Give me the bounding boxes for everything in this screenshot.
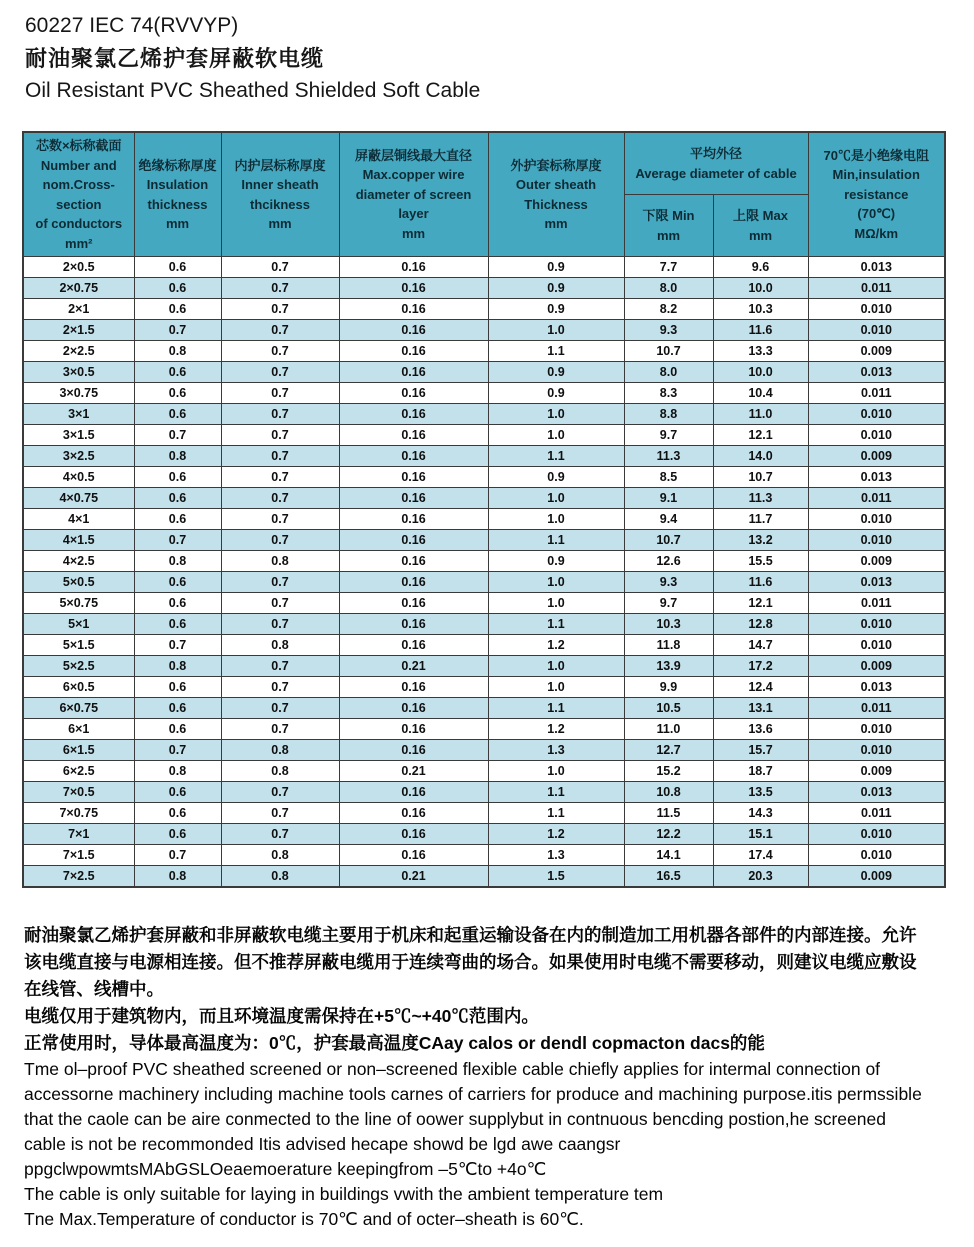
table-cell: 0.9 — [488, 383, 624, 404]
table-cell: 0.7 — [221, 320, 339, 341]
table-cell: 3×0.5 — [23, 362, 134, 383]
table-cell: 0.010 — [808, 719, 945, 740]
table-row — [23, 257, 945, 278]
table-row — [23, 593, 945, 614]
table-row — [23, 614, 945, 635]
table-cell: 0.6 — [134, 299, 221, 320]
table-cell: 5×1 — [23, 614, 134, 635]
table-row — [23, 551, 945, 572]
table-cell: 0.010 — [808, 740, 945, 761]
table-row — [23, 320, 945, 341]
table-cell: 12.8 — [713, 614, 808, 635]
table-cell: 4×2.5 — [23, 551, 134, 572]
table-cell: 13.6 — [713, 719, 808, 740]
table-cell: 0.16 — [339, 425, 488, 446]
table-cell: 0.16 — [339, 614, 488, 635]
table-cell: 1.3 — [488, 740, 624, 761]
table-cell: 0.011 — [808, 383, 945, 404]
table-cell: 0.011 — [808, 488, 945, 509]
table-cell: 0.16 — [339, 845, 488, 866]
table-cell: 0.8 — [134, 761, 221, 782]
table-cell: 15.5 — [713, 551, 808, 572]
table-cell: 0.011 — [808, 803, 945, 824]
table-cell: 10.0 — [713, 278, 808, 299]
table-row — [23, 404, 945, 425]
table-cell: 15.1 — [713, 824, 808, 845]
table-cell: 8.2 — [624, 299, 713, 320]
table-cell: 0.013 — [808, 257, 945, 278]
table-cell: 6×0.5 — [23, 677, 134, 698]
table-cell: 1.1 — [488, 698, 624, 719]
table-cell: 0.16 — [339, 404, 488, 425]
table-cell: 0.010 — [808, 404, 945, 425]
table-cell: 12.1 — [713, 593, 808, 614]
header-inner-sheath-thickness: 内护层标称厚度 Inner sheath thcikness mm — [221, 132, 339, 257]
table-cell: 0.16 — [339, 488, 488, 509]
table-cell: 0.16 — [339, 383, 488, 404]
table-cell: 7×1.5 — [23, 845, 134, 866]
table-cell: 0.6 — [134, 488, 221, 509]
table-cell: 0.7 — [221, 425, 339, 446]
table-cell: 8.3 — [624, 383, 713, 404]
table-cell: 3×0.75 — [23, 383, 134, 404]
table-cell: 0.8 — [221, 866, 339, 888]
table-cell: 11.6 — [713, 572, 808, 593]
table-cell: 0.7 — [134, 530, 221, 551]
table-row — [23, 698, 945, 719]
spec-table-header — [23, 132, 945, 257]
table-cell: 1.1 — [488, 530, 624, 551]
table-cell: 10.5 — [624, 698, 713, 719]
table-cell: 15.2 — [624, 761, 713, 782]
table-row — [23, 446, 945, 467]
table-cell: 10.0 — [713, 362, 808, 383]
table-cell: 10.3 — [713, 299, 808, 320]
table-cell: 1.0 — [488, 488, 624, 509]
table-cell: 0.8 — [134, 866, 221, 888]
table-cell: 0.013 — [808, 677, 945, 698]
table-cell: 0.8 — [221, 740, 339, 761]
table-row — [23, 341, 945, 362]
table-cell: 0.16 — [339, 593, 488, 614]
table-cell: 0.013 — [808, 362, 945, 383]
product-name-en: Oil Resistant PVC Sheathed Shielded Soft Cable — [25, 79, 481, 102]
note-en-line: Tme ol–proof PVC sheathed screened or non–screened flexible cable chiefly applies for intermal connection of — [24, 1059, 881, 1079]
table-cell: 0.010 — [808, 425, 945, 446]
table-cell: 17.2 — [713, 656, 808, 677]
table-cell: 14.1 — [624, 845, 713, 866]
table-cell: 0.7 — [221, 593, 339, 614]
table-cell: 0.009 — [808, 446, 945, 467]
table-cell: 13.5 — [713, 782, 808, 803]
table-cell: 0.011 — [808, 698, 945, 719]
table-cell: 0.7 — [221, 803, 339, 824]
table-cell: 11.0 — [624, 719, 713, 740]
table-cell: 0.7 — [134, 845, 221, 866]
table-cell: 8.5 — [624, 467, 713, 488]
table-cell: 0.010 — [808, 530, 945, 551]
table-cell: 0.7 — [221, 572, 339, 593]
table-cell: 11.3 — [713, 488, 808, 509]
table-cell: 0.7 — [221, 383, 339, 404]
table-cell: 6×0.75 — [23, 698, 134, 719]
spec-table — [22, 131, 946, 888]
table-cell: 0.7 — [221, 656, 339, 677]
table-cell: 5×2.5 — [23, 656, 134, 677]
table-cell: 0.16 — [339, 530, 488, 551]
header-min-insulation-resistance: 70℃是小绝缘电阻 Min,insulation resistance (70℃) MΩ/km — [808, 132, 945, 257]
table-cell: 1.0 — [488, 656, 624, 677]
table-cell: 0.7 — [221, 509, 339, 530]
table-row — [23, 278, 945, 299]
table-cell: 0.16 — [339, 362, 488, 383]
table-cell: 1.1 — [488, 782, 624, 803]
table-cell: 0.8 — [134, 656, 221, 677]
note-en-line: Tne Max.Temperature of conductor is 70℃ and of octer–sheath is 60℃. — [24, 1209, 584, 1229]
table-cell: 0.7 — [221, 719, 339, 740]
table-row — [23, 488, 945, 509]
table-cell: 5×0.5 — [23, 572, 134, 593]
table-cell: 16.5 — [624, 866, 713, 888]
table-cell: 2×1 — [23, 299, 134, 320]
table-cell: 1.2 — [488, 635, 624, 656]
note-en-line: The cable is only suitable for laying in buildings vwith the ambient temperature tem — [24, 1184, 664, 1204]
table-cell: 0.013 — [808, 782, 945, 803]
table-row — [23, 635, 945, 656]
note-en-line: accessorne machinery including machine tools carnes of carriers for produce and machining purpose.itis permssible — [24, 1084, 922, 1104]
table-cell: 0.7 — [134, 740, 221, 761]
table-cell: 0.011 — [808, 593, 945, 614]
table-cell: 0.6 — [134, 383, 221, 404]
table-cell: 0.7 — [221, 698, 339, 719]
table-cell: 7×2.5 — [23, 866, 134, 888]
table-cell: 11.0 — [713, 404, 808, 425]
table-cell: 10.8 — [624, 782, 713, 803]
table-cell: 12.4 — [713, 677, 808, 698]
table-cell: 9.6 — [713, 257, 808, 278]
note-en-line: ppgclwpowmtsMAbGSLOeaemoerature keepingfrom –5℃to +4o℃ — [24, 1159, 547, 1179]
table-cell: 0.6 — [134, 572, 221, 593]
table-cell: 6×2.5 — [23, 761, 134, 782]
table-cell: 9.7 — [624, 425, 713, 446]
table-cell: 8.0 — [624, 278, 713, 299]
table-row — [23, 299, 945, 320]
table-cell: 0.7 — [221, 614, 339, 635]
table-cell: 13.3 — [713, 341, 808, 362]
table-cell: 1.0 — [488, 404, 624, 425]
note-en-line: cable is not be recommonded Itis advised hecape showd be lgd awe caangsr — [24, 1134, 621, 1154]
table-row — [23, 866, 945, 888]
table-cell: 0.009 — [808, 761, 945, 782]
table-cell: 17.4 — [713, 845, 808, 866]
table-row — [23, 740, 945, 761]
table-cell: 3×2.5 — [23, 446, 134, 467]
table-cell: 0.8 — [134, 341, 221, 362]
table-cell: 12.7 — [624, 740, 713, 761]
table-cell: 1.0 — [488, 677, 624, 698]
table-cell: 14.3 — [713, 803, 808, 824]
table-cell: 0.010 — [808, 824, 945, 845]
table-cell: 0.16 — [339, 257, 488, 278]
table-cell: 12.1 — [713, 425, 808, 446]
table-cell: 3×1.5 — [23, 425, 134, 446]
table-cell: 11.5 — [624, 803, 713, 824]
table-cell: 0.7 — [134, 425, 221, 446]
table-row — [23, 530, 945, 551]
header-diameter-max: 上限 Max mm — [713, 195, 808, 257]
table-cell: 4×0.75 — [23, 488, 134, 509]
header-average-diameter: 平均外径 Average diameter of cable — [624, 132, 808, 195]
table-cell: 0.6 — [134, 698, 221, 719]
table-cell: 13.2 — [713, 530, 808, 551]
table-cell: 1.1 — [488, 341, 624, 362]
table-cell: 9.4 — [624, 509, 713, 530]
table-cell: 0.7 — [221, 677, 339, 698]
table-cell: 9.9 — [624, 677, 713, 698]
table-cell: 0.16 — [339, 551, 488, 572]
table-cell: 0.010 — [808, 614, 945, 635]
table-cell: 0.009 — [808, 656, 945, 677]
spec-table-body — [23, 257, 945, 888]
table-cell: 0.16 — [339, 803, 488, 824]
table-cell: 0.7 — [221, 782, 339, 803]
table-cell: 0.010 — [808, 845, 945, 866]
table-cell: 0.009 — [808, 551, 945, 572]
table-row — [23, 761, 945, 782]
table-cell: 2×2.5 — [23, 341, 134, 362]
table-cell: 0.16 — [339, 740, 488, 761]
table-cell: 7.7 — [624, 257, 713, 278]
table-cell: 0.16 — [339, 509, 488, 530]
table-cell: 4×1.5 — [23, 530, 134, 551]
table-cell: 11.3 — [624, 446, 713, 467]
table-cell: 0.8 — [221, 551, 339, 572]
notes-block — [24, 922, 950, 1232]
table-cell: 1.1 — [488, 614, 624, 635]
table-cell: 8.0 — [624, 362, 713, 383]
table-cell: 0.16 — [339, 719, 488, 740]
table-cell: 0.009 — [808, 866, 945, 888]
table-row — [23, 467, 945, 488]
table-cell: 10.7 — [624, 530, 713, 551]
table-cell: 0.16 — [339, 572, 488, 593]
table-cell: 7×0.5 — [23, 782, 134, 803]
table-cell: 15.7 — [713, 740, 808, 761]
table-cell: 10.4 — [713, 383, 808, 404]
table-cell: 1.0 — [488, 572, 624, 593]
table-cell: 2×1.5 — [23, 320, 134, 341]
table-cell: 0.7 — [221, 488, 339, 509]
table-cell: 2×0.5 — [23, 257, 134, 278]
table-row — [23, 362, 945, 383]
table-cell: 0.010 — [808, 635, 945, 656]
table-cell: 0.6 — [134, 593, 221, 614]
header-outer-sheath-thickness: 外护套标称厚度 Outer sheath Thickness mm — [488, 132, 624, 257]
table-cell: 0.16 — [339, 278, 488, 299]
table-cell: 0.6 — [134, 404, 221, 425]
table-cell: 2×0.75 — [23, 278, 134, 299]
table-cell: 8.8 — [624, 404, 713, 425]
table-cell: 0.7 — [221, 446, 339, 467]
table-cell: 0.16 — [339, 320, 488, 341]
note-zh-line: 电缆仅用于建筑物内，而且环境温度需保持在+5℃~+40℃范围内。 — [24, 1006, 539, 1026]
table-row — [23, 677, 945, 698]
table-cell: 1.2 — [488, 824, 624, 845]
table-row — [23, 824, 945, 845]
table-cell: 1.0 — [488, 761, 624, 782]
table-cell: 10.3 — [624, 614, 713, 635]
note-en-line: that the caole can be aire conmected to the line of oower supplybut in contnuous bencding postion,he screened — [24, 1109, 886, 1129]
table-cell: 0.6 — [134, 677, 221, 698]
table-cell: 0.013 — [808, 467, 945, 488]
table-cell: 4×1 — [23, 509, 134, 530]
table-cell: 0.6 — [134, 509, 221, 530]
table-cell: 0.009 — [808, 341, 945, 362]
header-conductors: 芯数×标称截面 Number and nom.Cross-section of conductors mm² — [23, 132, 134, 257]
table-cell: 14.7 — [713, 635, 808, 656]
table-cell: 0.21 — [339, 866, 488, 888]
table-cell: 9.7 — [624, 593, 713, 614]
table-cell: 0.16 — [339, 782, 488, 803]
table-cell: 6×1 — [23, 719, 134, 740]
table-cell: 3×1 — [23, 404, 134, 425]
table-cell: 1.2 — [488, 719, 624, 740]
table-cell: 0.6 — [134, 719, 221, 740]
table-row — [23, 782, 945, 803]
note-zh-line: 正常使用时，导体最高温度为：0℃，护套最高温度CAay calos or dendl copmacton dacs的能 — [24, 1033, 765, 1053]
table-cell: 12.2 — [624, 824, 713, 845]
table-cell: 10.7 — [624, 341, 713, 362]
table-cell: 7×0.75 — [23, 803, 134, 824]
product-name-zh: 耐油聚氯乙烯护套屏蔽软电缆 — [25, 46, 325, 71]
table-cell: 0.8 — [221, 635, 339, 656]
table-cell: 0.7 — [221, 341, 339, 362]
table-row — [23, 425, 945, 446]
note-zh-line: 耐油聚氯乙烯护套屏蔽和非屏蔽软电缆主要用于机床和起重运输设备在内的制造加工用机器各部件的内部连接。允许 — [24, 925, 917, 945]
table-cell: 0.7 — [221, 530, 339, 551]
table-cell: 20.3 — [713, 866, 808, 888]
table-row — [23, 572, 945, 593]
table-cell: 9.1 — [624, 488, 713, 509]
header-insulation-thickness: 绝缘标称厚度 Insulation thickness mm — [134, 132, 221, 257]
table-row — [23, 383, 945, 404]
table-row — [23, 509, 945, 530]
table-cell: 0.21 — [339, 656, 488, 677]
table-cell: 10.7 — [713, 467, 808, 488]
table-cell: 0.6 — [134, 362, 221, 383]
table-cell: 0.010 — [808, 299, 945, 320]
table-cell: 12.6 — [624, 551, 713, 572]
table-cell: 13.9 — [624, 656, 713, 677]
header-screen-wire-diameter: 屏蔽层铜线最大直径 Max.copper wire diameter of screen layer mm — [339, 132, 488, 257]
table-cell: 11.7 — [713, 509, 808, 530]
table-cell: 1.1 — [488, 446, 624, 467]
model-number: 60227 IEC 74(RVVYP) — [25, 14, 239, 37]
table-cell: 1.0 — [488, 320, 624, 341]
table-cell: 5×0.75 — [23, 593, 134, 614]
table-cell: 0.16 — [339, 824, 488, 845]
table-cell: 11.8 — [624, 635, 713, 656]
table-cell: 0.010 — [808, 509, 945, 530]
table-cell: 0.16 — [339, 698, 488, 719]
table-cell: 0.9 — [488, 467, 624, 488]
table-cell: 0.16 — [339, 299, 488, 320]
table-cell: 0.011 — [808, 278, 945, 299]
table-cell: 0.7 — [134, 635, 221, 656]
table-cell: 0.6 — [134, 824, 221, 845]
table-row — [23, 803, 945, 824]
table-cell: 11.6 — [713, 320, 808, 341]
table-cell: 0.7 — [221, 299, 339, 320]
table-cell: 0.7 — [221, 467, 339, 488]
table-cell: 5×1.5 — [23, 635, 134, 656]
table-cell: 0.9 — [488, 299, 624, 320]
title-block — [25, 10, 974, 107]
table-cell: 9.3 — [624, 572, 713, 593]
table-cell: 14.0 — [713, 446, 808, 467]
table-cell: 0.013 — [808, 572, 945, 593]
table-cell: 0.7 — [221, 257, 339, 278]
table-cell: 1.1 — [488, 803, 624, 824]
table-cell: 4×0.5 — [23, 467, 134, 488]
table-cell: 0.7 — [221, 278, 339, 299]
table-cell: 0.9 — [488, 257, 624, 278]
note-zh-line: 该电缆直接与电源相连接。但不推荐屏蔽电缆用于连续弯曲的场合。如果使用时电缆不需要移动，则建议电缆应敷设 — [24, 952, 917, 972]
table-cell: 1.0 — [488, 593, 624, 614]
table-cell: 0.8 — [134, 446, 221, 467]
table-cell: 0.6 — [134, 257, 221, 278]
table-cell: 0.9 — [488, 278, 624, 299]
table-cell: 0.21 — [339, 761, 488, 782]
table-cell: 6×1.5 — [23, 740, 134, 761]
table-cell: 1.0 — [488, 425, 624, 446]
table-cell: 9.3 — [624, 320, 713, 341]
table-cell: 0.6 — [134, 278, 221, 299]
table-cell: 0.8 — [134, 551, 221, 572]
table-cell: 0.16 — [339, 446, 488, 467]
table-cell: 0.16 — [339, 341, 488, 362]
table-cell: 0.16 — [339, 635, 488, 656]
table-cell: 0.9 — [488, 362, 624, 383]
table-row — [23, 719, 945, 740]
table-cell: 0.6 — [134, 614, 221, 635]
table-cell: 0.6 — [134, 803, 221, 824]
table-cell: 13.1 — [713, 698, 808, 719]
table-cell: 0.6 — [134, 467, 221, 488]
table-cell: 7×1 — [23, 824, 134, 845]
table-cell: 0.7 — [221, 404, 339, 425]
table-cell: 0.8 — [221, 845, 339, 866]
table-cell: 1.5 — [488, 866, 624, 888]
table-cell: 0.6 — [134, 782, 221, 803]
table-cell: 0.010 — [808, 320, 945, 341]
table-cell: 0.7 — [221, 362, 339, 383]
table-row — [23, 845, 945, 866]
table-cell: 0.7 — [134, 320, 221, 341]
table-cell: 18.7 — [713, 761, 808, 782]
header-diameter-min: 下限 Min mm — [624, 195, 713, 257]
table-cell: 0.9 — [488, 551, 624, 572]
note-zh-line: 在线管、线槽中。 — [24, 979, 164, 999]
table-cell: 0.8 — [221, 761, 339, 782]
table-cell: 0.16 — [339, 677, 488, 698]
table-cell: 0.7 — [221, 824, 339, 845]
table-cell: 1.0 — [488, 509, 624, 530]
table-row — [23, 656, 945, 677]
table-cell: 1.3 — [488, 845, 624, 866]
table-cell: 0.16 — [339, 467, 488, 488]
